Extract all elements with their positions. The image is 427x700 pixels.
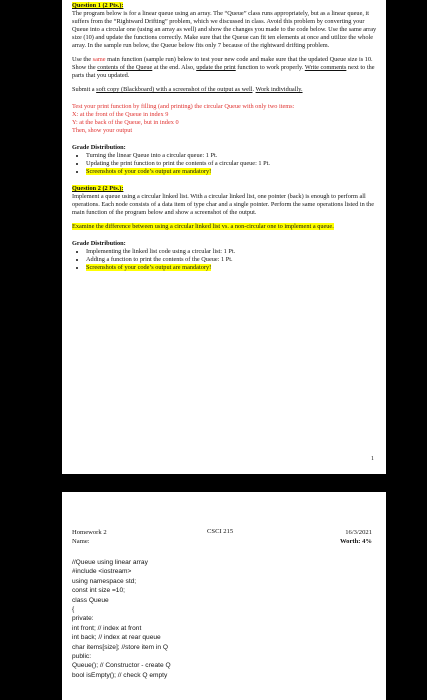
- code-line: public:: [72, 653, 92, 661]
- list-item: • Turning the linear Queue into a circular queue: 1 Pt.: [86, 152, 378, 160]
- name-label: Name:: [72, 538, 90, 545]
- grade-distribution-1-list: [72, 152, 378, 176]
- submit-paragraph: Submit a soft copy (Blackboard) with a screenshot of the output as well. Work individually.: [72, 86, 303, 93]
- red-line: Then, show your output: [72, 127, 133, 134]
- code-listing: [72, 558, 171, 680]
- grade-distribution-2-list: [72, 248, 378, 272]
- update-print-text: update the print: [196, 64, 236, 71]
- page-number: 1: [371, 456, 374, 462]
- page-1-content: [72, 2, 378, 272]
- use-main-paragraph: Use the same main function (sample run) below to test your new code and make sure that the updated Queue size is 10. Show the contents of the Queue at the end. Also, update the print function to work properly. Write comments next to the parts that you updated.: [72, 56, 375, 79]
- same-word: same: [92, 56, 106, 63]
- worth: Worth: 4%: [339, 538, 372, 545]
- question-1-heading: Question 1 (2 Pts.):: [72, 2, 124, 9]
- code-line: int front; // index at front: [72, 624, 142, 632]
- grade-distribution-2-title: Grade Distribution:: [72, 240, 126, 247]
- code-line: const int size =10;: [72, 587, 125, 595]
- soft-copy-text: soft copy (Blackboard) with a screenshot of the output as well: [96, 86, 253, 93]
- code-line: using namespace std;: [72, 577, 137, 585]
- code-line: {: [72, 606, 75, 614]
- contents-of-queue-text: contents of the Queue: [97, 64, 153, 71]
- grade-distribution-1-title: Grade Distribution:: [72, 144, 126, 151]
- work-individually-text: Work individually.: [255, 86, 303, 93]
- code-line: //Queue using linear array: [72, 559, 148, 566]
- question-2-paragraph: Implement a queue using a circular linked list. With a circular linked list, one pointer (back) is enough to perform all operations. Each node consists of a data item of type char and a single pointer. Perform the same operations listed in the main function of the program below and show a screenshot of the output.: [72, 193, 374, 216]
- date: 16/3/2021: [345, 529, 372, 536]
- examine-difference-text: Examine the difference between using a circular linked list vs. a non-circular one to implement a queue.: [72, 223, 334, 230]
- code-line: bool isEmpty(); // check Q empty: [72, 671, 168, 679]
- list-item: • Screenshots of your code’s output are mandatory!: [86, 264, 378, 272]
- code-line: #include <iostream>: [72, 568, 132, 576]
- homework-title: Homework 2: [72, 529, 107, 536]
- code-line: class Queue: [72, 596, 109, 604]
- homework-header-left: [72, 528, 107, 546]
- code-line: char items[size]; //store item in Q: [72, 643, 169, 651]
- document-page-1: [62, 0, 386, 474]
- question-1-paragraph: The program below is for a linear queue using an array. The “Queue” class runs appropriately, but as a linear queue, it suffers from the “Rightward Drifting” problem, which we discussed in class. Avoid this problem by converting your Queue into a circular one (using an array as well) and show the changes you made to the code below. Use the same array size (10) and update the functions correctly. Make sure that the Queue can fit ten elements at once and utilize the whole array. In the sample run below, the Queue below fits only 7 because of the rightward drifting problem.: [72, 10, 377, 49]
- code-line: private:: [72, 615, 94, 623]
- list-item: • Adding a function to print the contents of the Queue: 1 Pt.: [86, 256, 378, 264]
- document-page-2: [62, 492, 386, 700]
- code-line: Queue(); // Constructor - create Q: [72, 662, 171, 670]
- list-item: • Implementing the linked list code using a circular list: 1 Pt.: [86, 248, 378, 256]
- red-instructions: [72, 103, 378, 135]
- write-comments-text: Write comments: [304, 64, 347, 71]
- question-2-heading: Question 2 (2 Pts.):: [72, 185, 124, 192]
- red-line: X: at the front of the Queue in index 9: [72, 111, 169, 118]
- homework-header-right: [340, 528, 372, 546]
- list-item: • Screenshots of your code’s output are mandatory!: [86, 168, 378, 176]
- course-code: CSCI 215: [207, 528, 234, 535]
- red-line: Y: at the back of the Queue, but in index 0: [72, 119, 179, 126]
- red-line: Test your print function by filling (and printing) the circular Queue with only two items:: [72, 103, 295, 110]
- list-item: • Updating the print function to print the contents of a circular queue: 1 Pt.: [86, 160, 378, 168]
- code-line: int back; // index at rear queue: [72, 634, 161, 642]
